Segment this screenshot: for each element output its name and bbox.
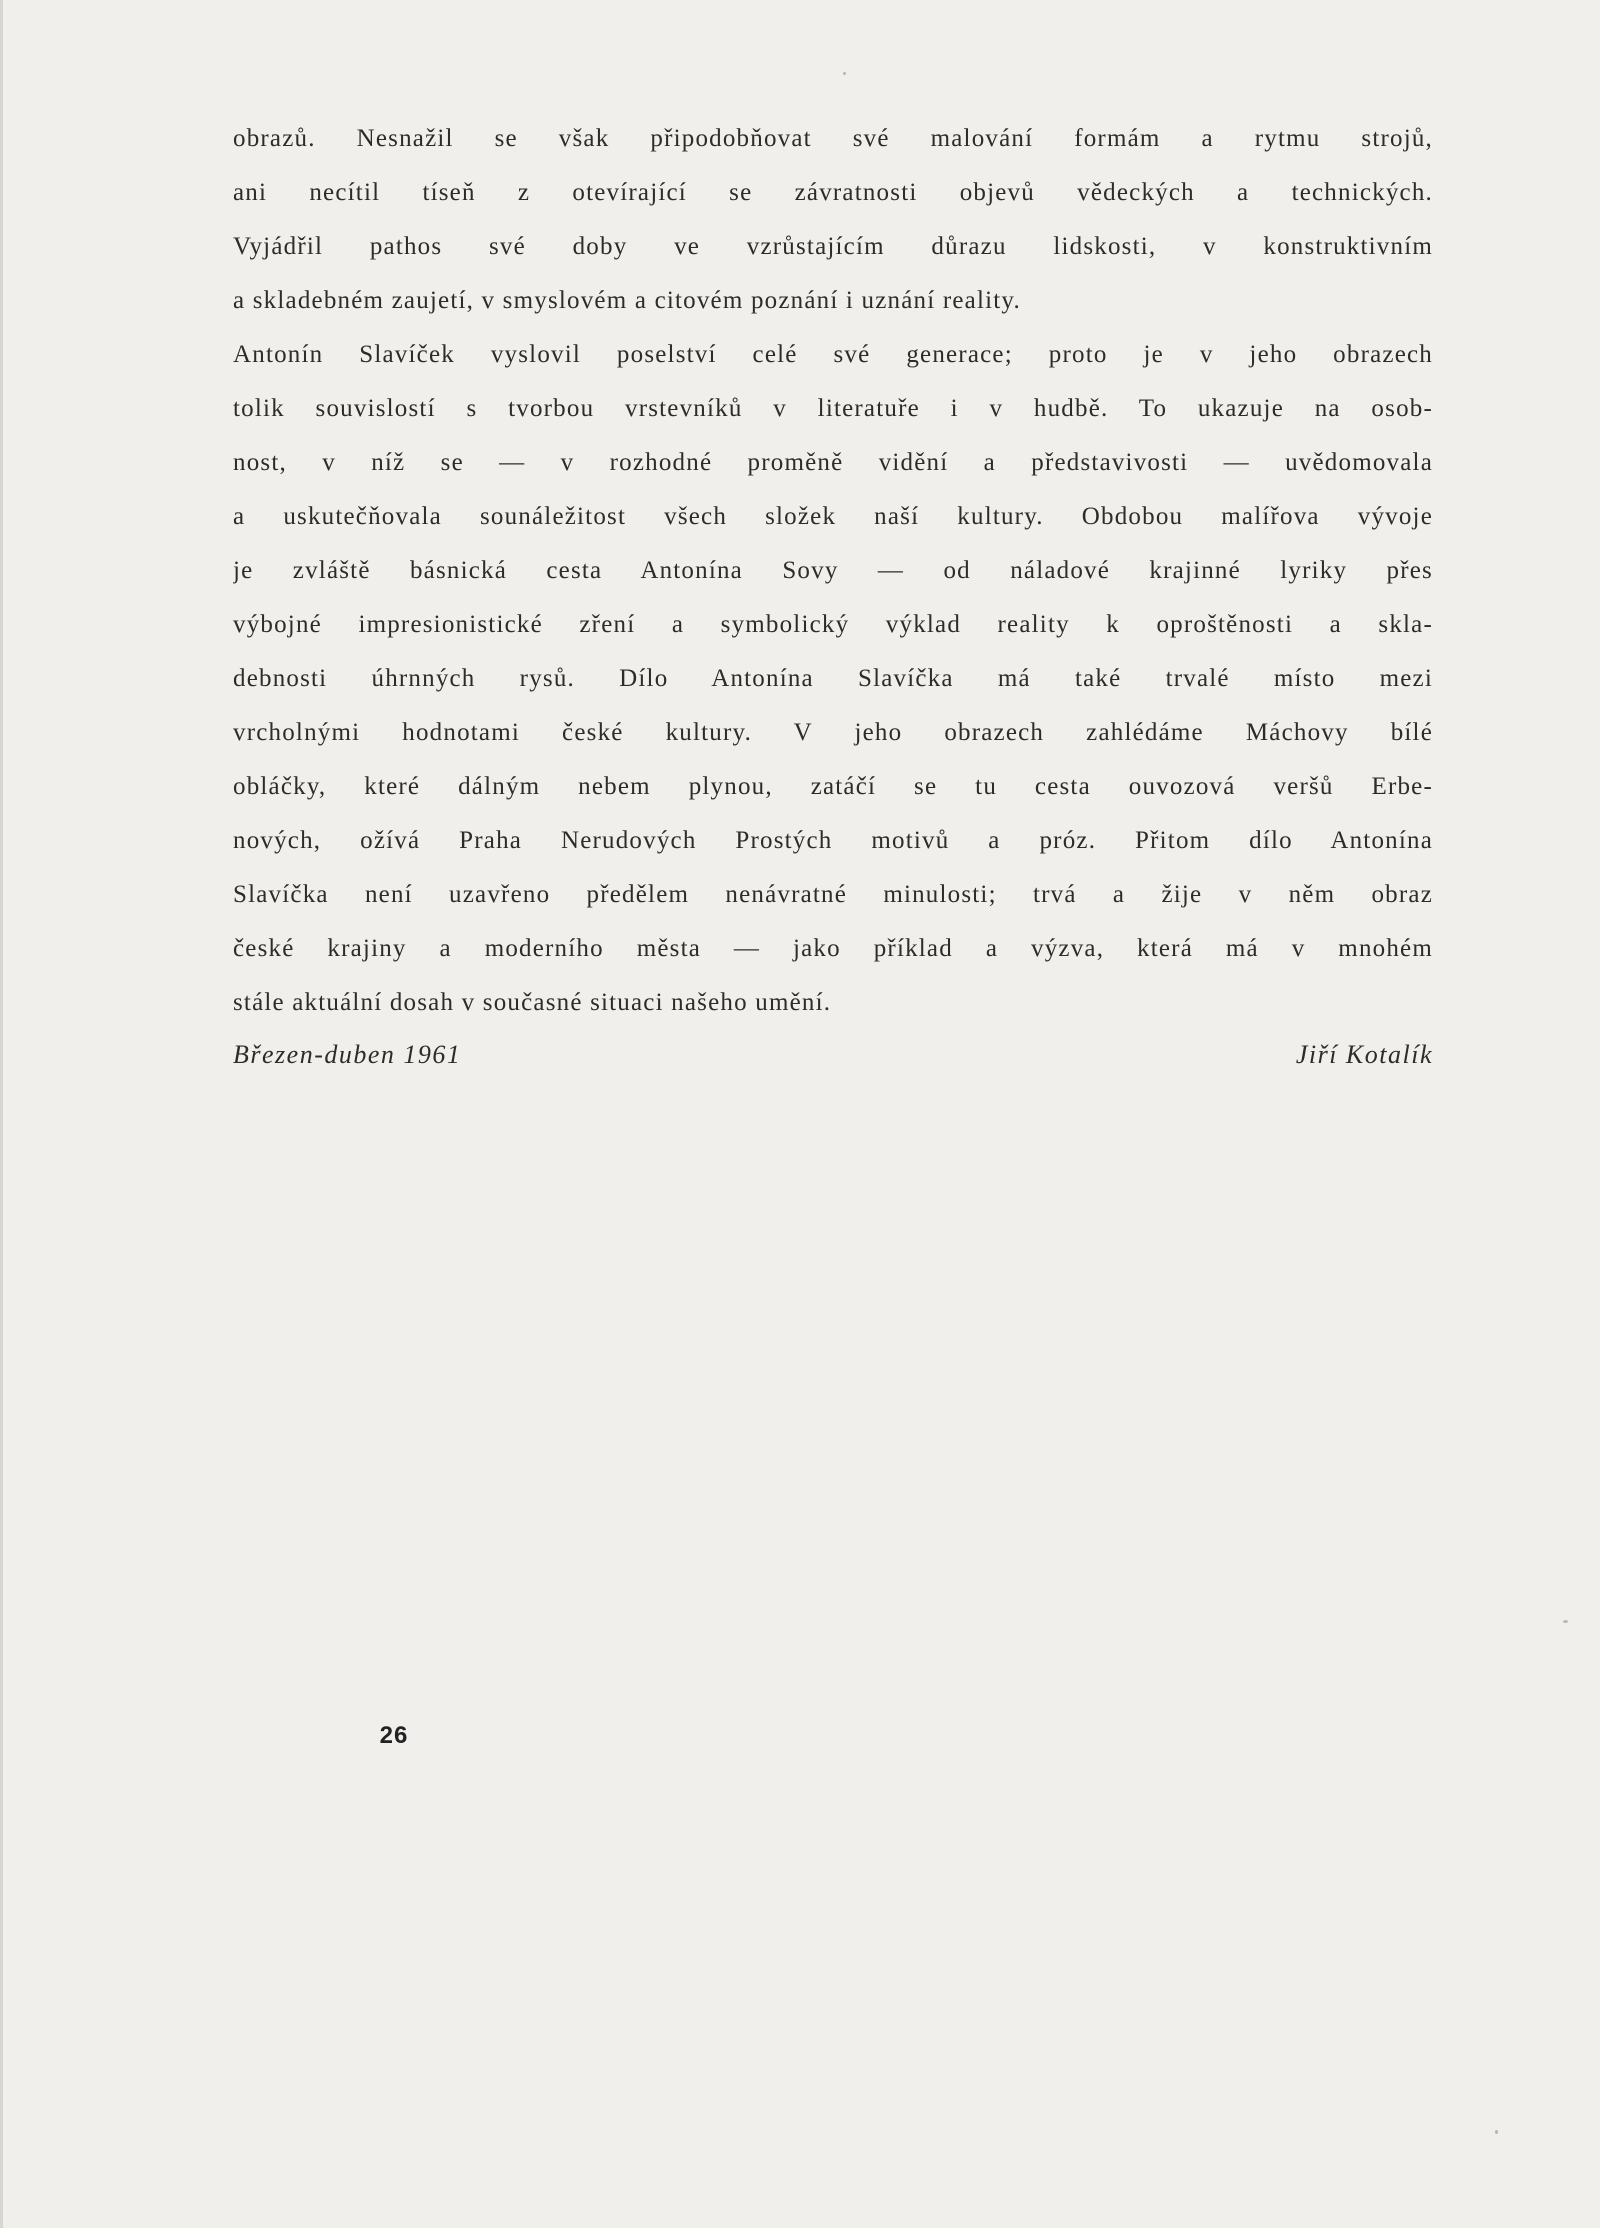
text-line: Antonín Slavíček vyslovil poselství celé své generace; proto je v jeho obrazech bbox=[233, 341, 1433, 368]
text-line: a uskutečňovala sounáležitost všech složek naší kultury. Obdobou malířova vývoje bbox=[233, 503, 1433, 530]
date-line: Březen-duben 1961 bbox=[233, 1040, 462, 1069]
text-line: vrcholnými hodnotami české kultury. V jeho obrazech zahlédáme Máchovy bílé bbox=[233, 719, 1433, 746]
page-number: 26 bbox=[379, 1722, 409, 1749]
text-line: ani necítil tíseň z otevírající se závratnosti objevů vědeckých a technických. bbox=[233, 179, 1433, 206]
page-edge bbox=[0, 0, 3, 2228]
text-line: výbojné impresionistické zření a symbolický výklad reality k oproštěnosti a skla- bbox=[233, 611, 1433, 638]
text-line: české krajiny a moderního města — jako příklad a výzva, která má v mnohém bbox=[233, 935, 1433, 962]
text-line: obrazů. Nesnažil se však připodobňovat své malování formám a rytmu strojů, bbox=[233, 125, 1433, 152]
text-line: nost, v níž se — v rozhodné proměně vidění a představivosti — uvědomovala bbox=[233, 449, 1433, 476]
text-line: tolik souvislostí s tvorbou vrstevníků v literatuře i v hudbě. To ukazuje na osob- bbox=[233, 395, 1433, 422]
signature-row bbox=[233, 1028, 1433, 1082]
text-line: Slavíčka není uzavřeno předělem nenávratné minulosti; trvá a žije v něm obraz bbox=[233, 881, 1433, 908]
author-name: Jiří Kotalík bbox=[1295, 1040, 1433, 1069]
paper-speck bbox=[843, 72, 846, 75]
text-line: obláčky, které dálným nebem plynou, zatáčí se tu cesta ouvozová veršů Erbe- bbox=[233, 773, 1433, 800]
text-line: je zvláště básnická cesta Antonína Sovy — od náladové krajinné lyriky přes bbox=[233, 557, 1433, 584]
body-text bbox=[233, 112, 1433, 1030]
text-line: nových, ožívá Praha Nerudových Prostých motivů a próz. Přitom dílo Antonína bbox=[233, 827, 1433, 854]
paper-speck bbox=[1563, 1620, 1568, 1623]
text-line: stále aktuální dosah v současné situaci našeho umění. bbox=[233, 989, 832, 1016]
text-line: debnosti úhrnných rysů. Dílo Antonína Slavíčka má také trvalé místo mezi bbox=[233, 665, 1433, 692]
text-line: Vyjádřil pathos své doby ve vzrůstajícím důrazu lidskosti, v konstruktivním bbox=[233, 233, 1433, 260]
paper-speck bbox=[1495, 2130, 1498, 2134]
text-line: a skladebném zaujetí, v smyslovém a citovém poznání i uznání reality. bbox=[233, 287, 1021, 314]
